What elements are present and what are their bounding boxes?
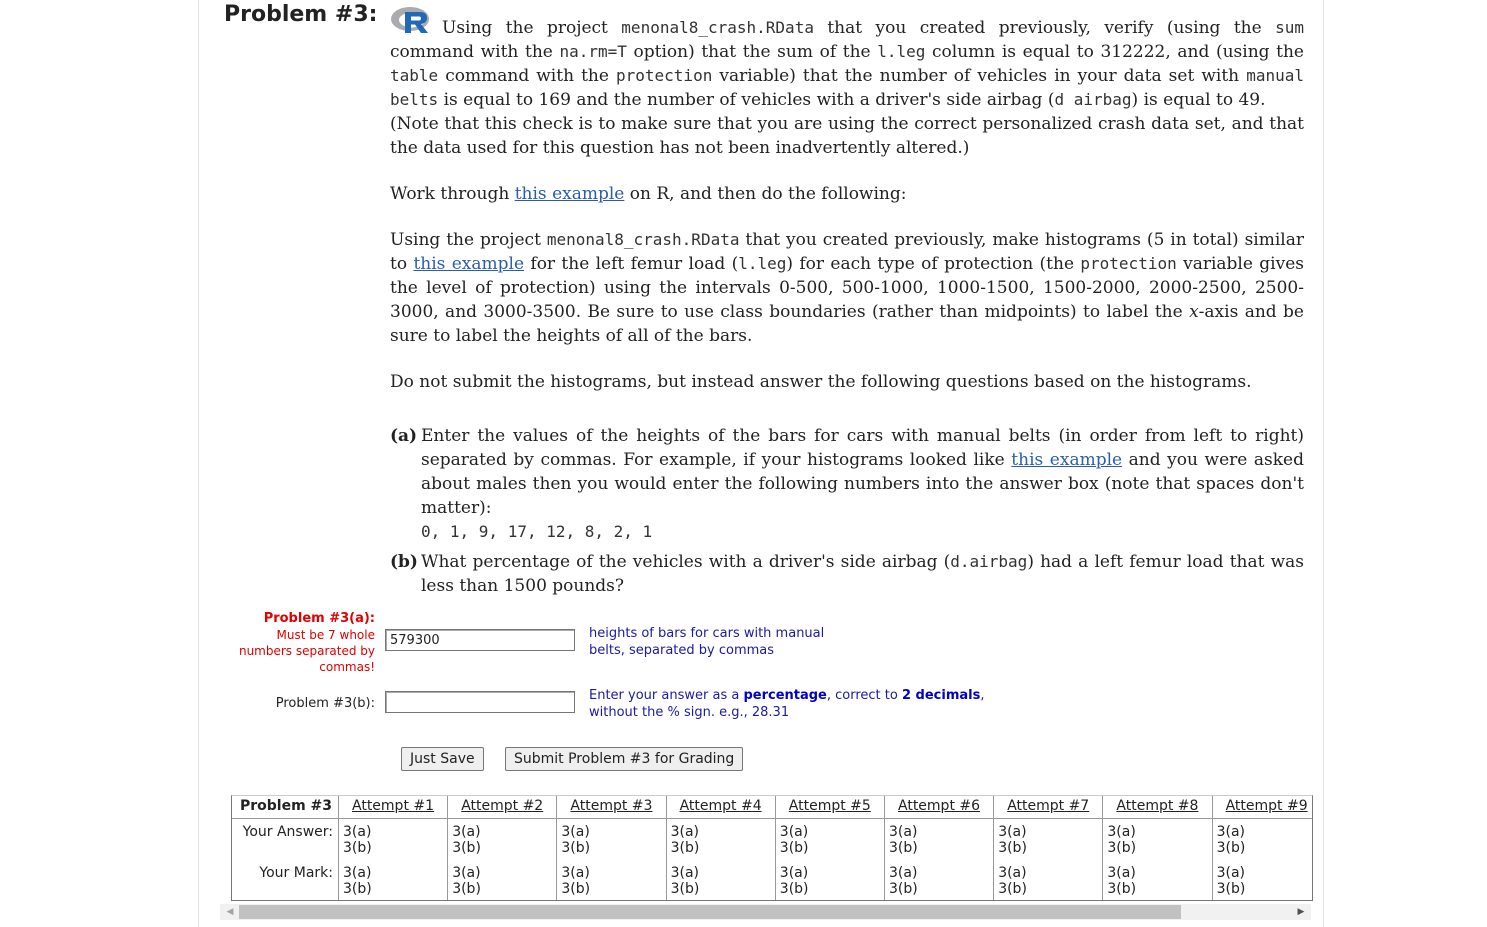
mark-cell: [780, 865, 809, 897]
part-b-text: 3(b): [670, 881, 700, 897]
work-through-paragraph: Work through this example on R, and then do the following:: [390, 184, 907, 204]
part-a-text: 3(a): [343, 824, 372, 840]
answer-cell: [452, 824, 481, 856]
answer-cell: [1107, 824, 1136, 856]
mark-cell: [889, 865, 918, 897]
question-parts: [390, 424, 1304, 598]
part-a-text: 3(a): [779, 824, 809, 840]
answer-cell: [343, 824, 372, 856]
part-b-text: 3(b): [1107, 840, 1137, 856]
part-a-text: 3(a): [1107, 865, 1136, 881]
part-b-text: 3(b): [561, 881, 591, 897]
mark-cell: [561, 865, 590, 897]
attempt-header-link[interactable]: Attempt #6: [898, 798, 981, 814]
mark-cell: [343, 865, 372, 897]
answer-a-label: Problem #3(a): Must be 7 whole numbers separated by commas!: [238, 611, 375, 674]
scrollbar-thumb[interactable]: [239, 905, 1181, 919]
attempt-column: [884, 796, 885, 900]
part-b-text: 3(b): [779, 840, 809, 856]
answer-cell: [780, 824, 809, 856]
part-b-text: 3(b): [1216, 840, 1246, 856]
attempt-column: [1102, 796, 1103, 900]
mark-cell: [1217, 865, 1246, 897]
attempt-header-link[interactable]: Attempt #5: [788, 798, 871, 814]
part-a-text: 3(a): [343, 865, 372, 881]
attempt-column: [666, 796, 667, 900]
part-b-text: 3(b): [452, 881, 481, 897]
your-answer-label: Your Answer:: [242, 824, 333, 840]
part-b-text: 3(b): [452, 840, 481, 856]
left-arrow-icon[interactable]: ◀: [226, 907, 234, 917]
problem-content: [390, 16, 1304, 604]
part-a-text: 3(a): [561, 865, 590, 881]
your-mark-label: Your Mark:: [259, 865, 333, 881]
answer-cell: [561, 824, 590, 856]
answer-b-hint: Enter your answer as a percentage, correct to 2 decimals, without the % sign. e.g., 28.31: [589, 688, 985, 720]
mark-cell: [1107, 865, 1136, 897]
attempt-header-link[interactable]: Attempt #2: [461, 798, 544, 814]
attempts-table: [231, 795, 1313, 901]
part-b-text: 3(b): [998, 840, 1027, 856]
attempt-header-link[interactable]: Attempt #3: [570, 798, 653, 814]
verify-paragraph: Using the project menonal8_crash.RData that you created previously, verify (using the sum command with the na.rm=T option) that the sum of the l.leg column is equal to 312222, and (using the table command with the protection variable) that the number of vehicles in your data set with manual belts is equal to 169 and the number of vehicles with a driver's side airbag (d airbag) is equal to 49.: [390, 18, 1304, 110]
part-b-text: 3(b): [670, 840, 700, 856]
answer-a-input[interactable]: [385, 629, 575, 651]
attempt-column: [556, 796, 557, 900]
part-b-text: 3(b): [779, 881, 809, 897]
part-b-text: 3(b): [1216, 881, 1246, 897]
mark-cell: [452, 865, 481, 897]
answer-b-label: Problem #3(b):: [275, 696, 375, 711]
answer-b-input[interactable]: [385, 691, 575, 713]
example-numbers: 0, 1, 9, 17, 12, 8, 2, 1: [421, 522, 653, 541]
part-b-text: 3(b): [561, 840, 591, 856]
horizontal-scrollbar[interactable]: [220, 904, 1311, 920]
this-example-link-3[interactable]: this example: [1011, 450, 1123, 470]
this-example-link[interactable]: this example: [514, 184, 625, 204]
part-a-text: 3(a): [889, 865, 918, 881]
this-example-link-2[interactable]: this example: [413, 254, 525, 274]
attempt-header-link[interactable]: Attempt #4: [679, 798, 762, 814]
part-a-text: 3(a): [1107, 824, 1136, 840]
part-a-text: 3(a): [452, 865, 481, 881]
answer-cell: [1217, 824, 1246, 856]
part-a-text: 3(a): [670, 865, 700, 881]
part-a-text: 3(a): [1216, 865, 1246, 881]
attempt-header-link[interactable]: Attempt #9: [1225, 798, 1308, 814]
part-b-text: 3(b): [343, 840, 372, 856]
just-save-button[interactable]: Just Save: [401, 747, 484, 771]
answer-cell: [671, 824, 700, 856]
mark-cell: [998, 865, 1027, 897]
answer-cell: [889, 824, 918, 856]
submit-button[interactable]: Submit Problem #3 for Grading: [505, 747, 743, 771]
attempt-header-link[interactable]: Attempt #8: [1116, 798, 1199, 814]
part-a-text: 3(a): [561, 824, 590, 840]
answer-cell: [998, 824, 1027, 856]
attempt-column: [1212, 796, 1213, 900]
histogram-paragraph: Using the project menonal8_crash.RData that you created previously, make histograms (5 in total) similar to this example for the left femur load (l.leg) for each type of protection (the protection variable gives the level of protection) using the intervals 0-500, 500-1000, 1000-1500, 1500-2000, 2000-2500, 2500-3000, and 3000-3500. Be sure to use class boundaries (rather than midpoints) to label the x-axis and be sure to label the heights of all of the bars.: [390, 230, 1304, 346]
part-a-text: 3(a): [452, 824, 481, 840]
part-b-text: 3(b): [1107, 881, 1137, 897]
attempt-column: [993, 796, 994, 900]
note-paragraph: (Note that this check is to make sure that you are using the correct personalized crash data set, and that the data used for this question has not been inadvertently altered.): [390, 114, 1304, 158]
part-a-text: 3(a): [779, 865, 809, 881]
part-b-text: 3(b): [998, 881, 1027, 897]
instructions-paragraph: Do not submit the histograms, but instead answer the following questions based on the histograms.: [390, 372, 1252, 392]
attempt-header-link[interactable]: Attempt #1: [352, 798, 435, 814]
mark-cell: [671, 865, 700, 897]
table-header-problem: Problem #3: [240, 798, 333, 814]
part-a-text: 3(a): [670, 824, 700, 840]
part-b-text: 3(b): [889, 881, 918, 897]
part-a-text: 3(a): [1216, 824, 1246, 840]
part-a-text: 3(a): [998, 824, 1027, 840]
part-b-text: 3(b): [343, 881, 372, 897]
problem-title: Problem #3:: [224, 2, 378, 27]
attempt-column: [447, 796, 448, 900]
answer-a-hint: heights of bars for cars with manual belts, separated by commas: [589, 626, 825, 658]
question-part-b: (b) What percentage of the vehicles with a driver's side airbag (d.airbag) had a left femur load that was less than 1500 pounds?: [390, 552, 1304, 596]
attempt-column: [338, 796, 339, 900]
part-b-text: 3(b): [889, 840, 918, 856]
answer-a-warning: Must be 7 whole numbers separated by commas!: [238, 628, 375, 674]
right-arrow-icon[interactable]: ▶: [1297, 907, 1305, 917]
part-a-text: 3(a): [889, 824, 918, 840]
question-part-a: (a) Enter the values of the heights of the bars for cars with manual belts (in order from left to right) separated by commas. For example, if your histograms looked like this example and you were asked about males then you would enter the following numbers into the answer box (note that spaces don't matter): 0, 1, 9, 17, 12, 8, 2, 1: [390, 426, 1304, 541]
attempt-header-link[interactable]: Attempt #7: [1007, 798, 1090, 814]
part-a-text: 3(a): [998, 865, 1027, 881]
attempt-column: [775, 796, 776, 900]
